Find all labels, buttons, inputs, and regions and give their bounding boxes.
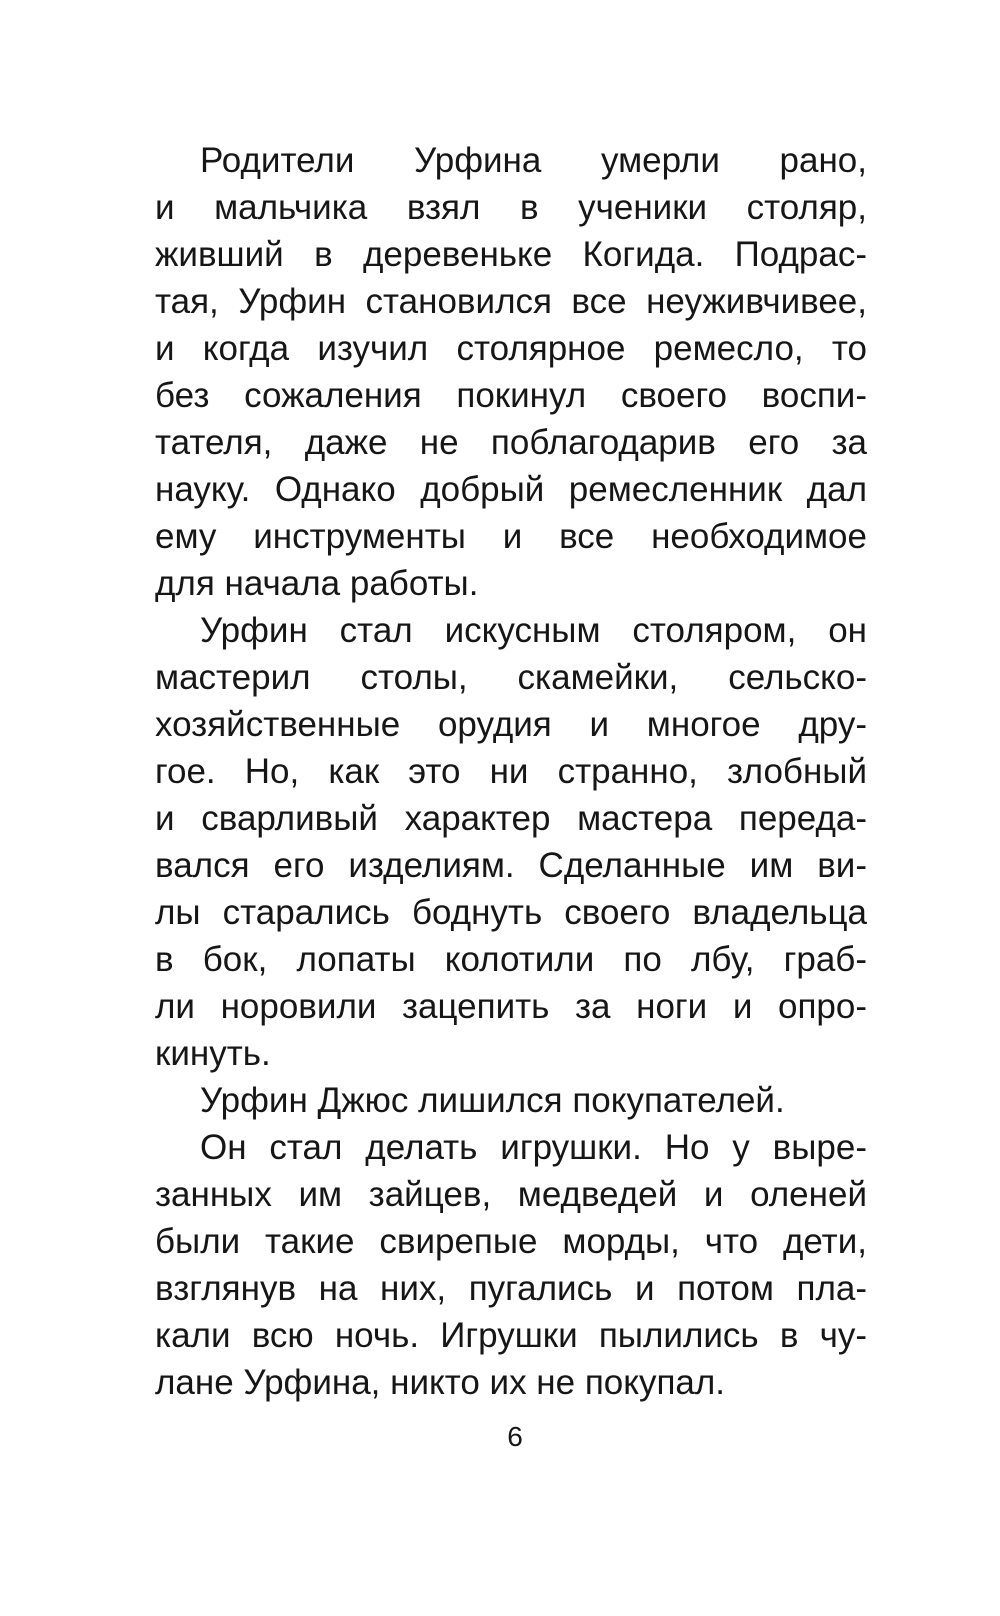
text-line: лы старались боднуть своего владельца	[155, 893, 867, 932]
paragraph-3	[155, 1077, 867, 1124]
text-line: лане Урфина, никто их не покупал.	[155, 1363, 726, 1402]
text-line: Урфин стал искусным столяром, он	[200, 611, 867, 650]
text-line: гое. Но, как это ни странно, злобный	[155, 752, 867, 791]
text-line: кали всю ночь. Игрушки пылились в чу-	[155, 1316, 867, 1355]
text-line: и когда изучил столярное ремесло, то	[155, 329, 867, 368]
paragraph-4	[155, 1124, 867, 1406]
paragraph-2	[155, 607, 867, 1077]
text-line: науку. Однако добрый ремесленник дал	[155, 470, 867, 509]
text-line: тателя, даже не поблагодарив его за	[155, 423, 867, 462]
text-line: без сожаления покинул своего воспи-	[155, 376, 867, 415]
text-line: Он стал делать игрушки. Но у выре-	[200, 1128, 867, 1167]
text-line: ли норовили зацепить за ноги и опро-	[155, 987, 867, 1026]
text-line: кинуть.	[155, 1034, 271, 1073]
text-line: хозяйственные орудия и многое дру-	[155, 705, 867, 744]
text-line: Урфин Джюс лишился покупателей.	[200, 1081, 785, 1120]
text-line: ему инструменты и все необходимое	[155, 517, 867, 556]
text-line: вался его изделиям. Сделанные им ви-	[155, 846, 867, 885]
text-line: для начала работы.	[155, 564, 479, 603]
text-line: и мальчика взял в ученики столяр,	[155, 188, 867, 227]
text-line: мастерил столы, скамейки, сельско-	[155, 658, 867, 697]
text-line: были такие свирепые морды, что дети,	[155, 1222, 867, 1261]
text-line: и сварливый характер мастера переда-	[155, 799, 867, 838]
text-line: занных им зайцев, медведей и оленей	[155, 1175, 867, 1214]
paragraph-1	[155, 137, 867, 607]
text-line: взглянув на них, пугались и потом пла-	[155, 1269, 867, 1308]
text-line: живший в деревеньке Когида. Подрас-	[155, 235, 867, 274]
text-line: Родители Урфина умерли рано,	[200, 141, 867, 180]
body-text	[155, 137, 867, 1406]
page-number: 6	[507, 1421, 523, 1452]
text-line: в бок, лопаты колотили по лбу, граб-	[155, 940, 867, 979]
text-line: тая, Урфин становился все неуживчивее,	[155, 282, 867, 321]
